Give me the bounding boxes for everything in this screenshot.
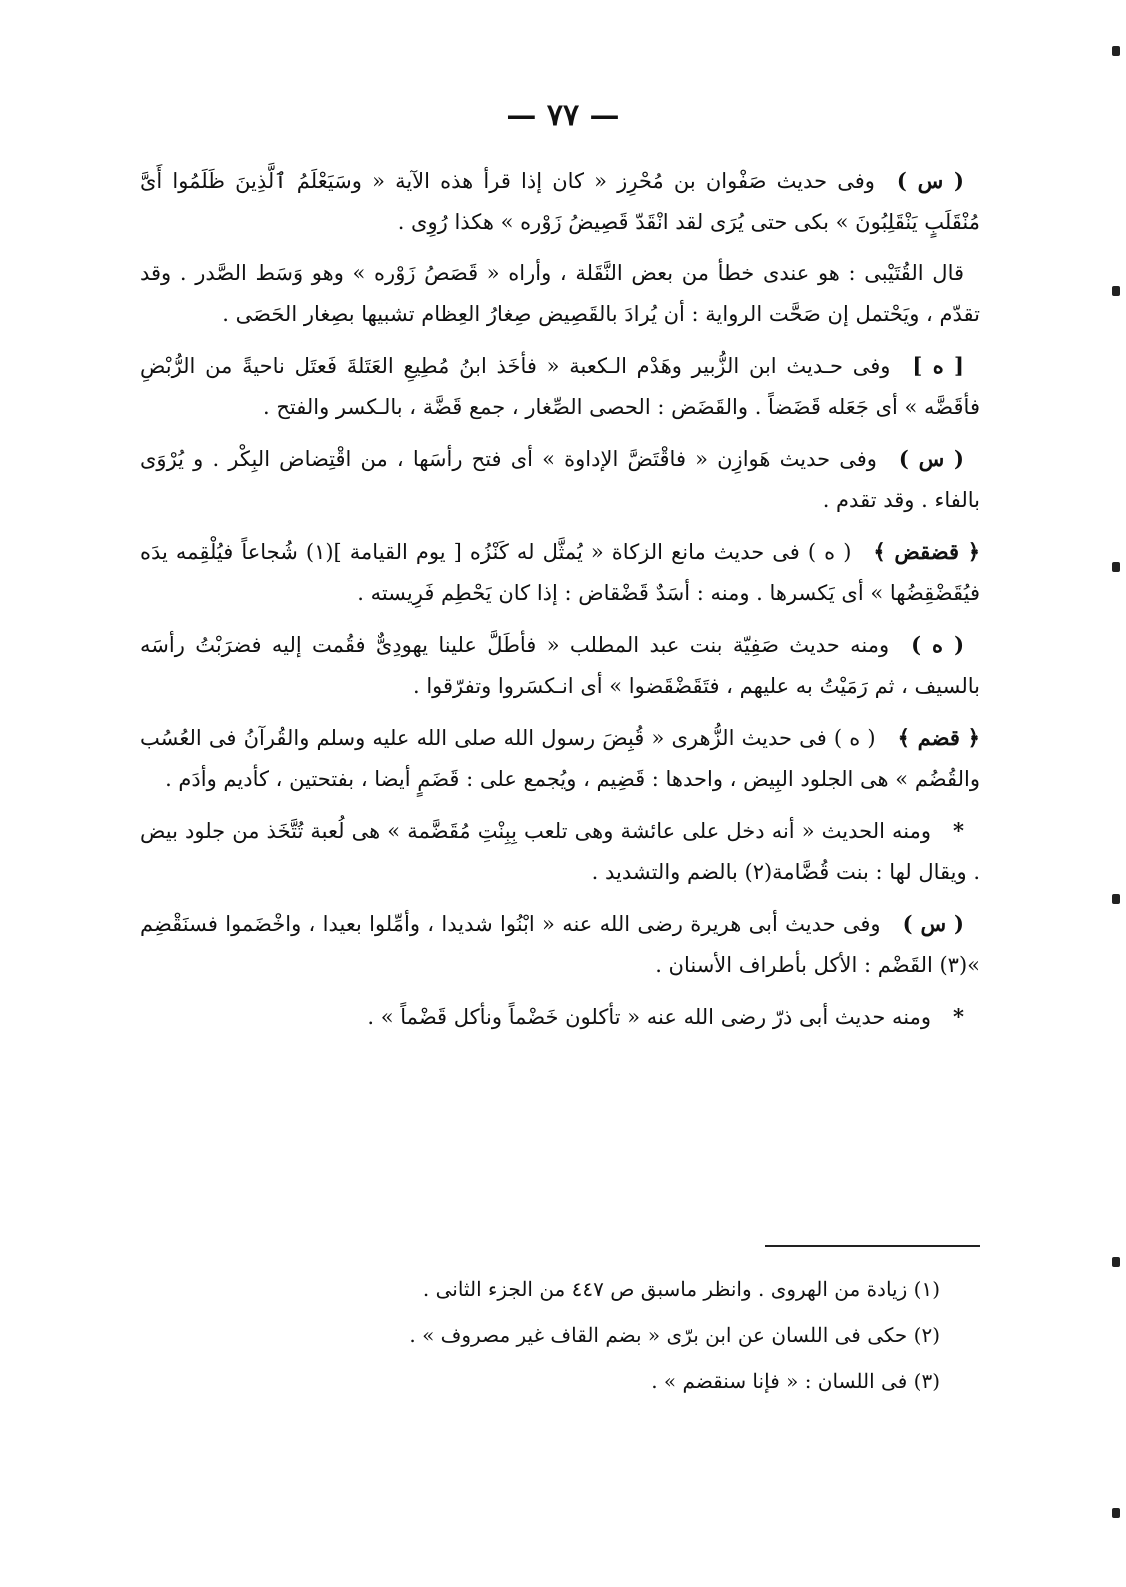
paragraph-marker: ( س ) [896, 168, 964, 193]
paragraph [140, 531, 980, 614]
paragraph [140, 438, 980, 521]
page-number: — ٧٧ — [506, 98, 620, 133]
paragraph-marker: ( س ) [902, 911, 964, 936]
paragraph-text: قال القُتَيْبى : هو عندى خطأ من بعض النَّقَلة ، وأراه « قَصَصُ زَوْره » وهو وَسَط الصَّدر . وقد تقدّم ، ويَحْتمل إن صَحَّت الرواية : أن يُرادَ بالقَصِيض صِغارُ العِظام تشبيها بصِغار الحَصَى . [140, 261, 980, 326]
paragraph-text: ( ه ) فى حديث الزُّهرى « قُبِضَ رسول الله صلى الله عليه وسلم والقُرآنُ فى العُسُب والقُضُم » هى الجلود البِيض ، واحدها : قَضِيم ، ويُجمع على : قَضَمٍ أيضا ، بفتحتين ، كأديم وأدَم . [140, 726, 980, 791]
paragraph-text: وفى حديث صَفْوان بن مُحْرِز « كان إذا قرأ هذه الآية « وسَيَعْلَمُ ٱلَّذِينَ ظَلَمُوا أَىَّ مُنْقَلَبٍ يَنْقَلِبُونَ » بكى حتى يُرَى لقد انْقَدّ قَصِيضُ زَوْره » هكذا رُوِى . [140, 169, 980, 234]
paragraph-text: ومنه الحديث « أنه دخل على عائشة وهى تلعب بِبِنْتِ مُقَضَّمة » هى لُعبة تُتَّخَذ من جلود بيض . ويقال لها : بنت قُضَّامة(٢) بالضم والتشديد . [140, 819, 980, 884]
footnote: (٣) فى اللسان : « فإنا سنقضم » . [651, 1369, 940, 1393]
entry-heading: ﴿ قضقض ﴾ [873, 539, 980, 564]
scan-edge-mark [1112, 1257, 1120, 1267]
paragraph-text: ( ه ) فى حديث مانع الزكاة « يُمثَّل له كَنْزُه [ يوم القيامة ](١) شُجاعاً فيُلْقِمه يدَه فيُقَضْقِضُها » أى يَكسرها . ومنه : أسَدٌ قَضْقاض : إذا كان يَحْطِم فَرِيسته . [140, 540, 980, 605]
paragraph [140, 624, 980, 707]
paragraph [140, 810, 980, 893]
paragraph-marker: * [953, 818, 964, 843]
paragraph [140, 345, 980, 428]
footnote: (٢) حكى فى اللسان عن ابن برّى « بضم القاف غير مصروف » . [409, 1323, 940, 1347]
entry-heading: ﴿ قضم ﴾ [897, 725, 980, 750]
footnote-divider [765, 1245, 980, 1247]
paragraph-text: وفى حديث أبى هريرة رضى الله عنه « ابْنُوا شديدا ، وأمِّلوا بعيدا ، واخْضَموا فسنَقْضِم »(٣) القَضْم : الأكل بأطراف الأسنان . [140, 912, 980, 977]
paragraph-text: وفى حديث هَوازِن « فاقْتَضَّ الإداوة » أى فتح رأسَها ، من اقْتِضاض البِكْر . و يُرْوَى بالفاء . وقد تقدم . [140, 447, 980, 512]
paragraph-text: وفى حـديث ابن الزُّبير وهَدْم الـكعبة « فأخَذ ابنُ مُطِيعِ العَتَلةَ فَعتَل ناحيةً من الرُّبْضِ فأقَضَّه » أى جَعَله قَضَضاً . والقَضَض : الحصى الصِّغار ، جمع قَضَّة ، بالـكسر والفتح . [140, 354, 980, 419]
scan-edge-mark [1112, 562, 1120, 572]
paragraph-text: ومنه حديث أبى ذرّ رضى الله عنه « تأكلون خَضْماً ونأكل قَضْماً » . [367, 1005, 932, 1029]
paragraph [140, 253, 980, 335]
paragraph [140, 996, 980, 1038]
footnote: (١) زيادة من الهروى . وانظر ماسبق ص ٤٤٧ من الجزء الثانى . [422, 1277, 940, 1301]
paragraph [140, 903, 980, 986]
paragraph [140, 160, 980, 243]
footnotes [140, 1270, 940, 1408]
paragraph-text: ومنه حديث صَفِيّة بنت عبد المطلب « فأطَلَّ علينا يهودِىٌّ فقُمت إليه فضرَبْتُ رأسَه بالسيف ، ثم رَمَيْتُ به عليهم ، فتَقَضْقَضوا » أى انـكسَروا وتفرّقوا . [140, 633, 980, 698]
paragraph-marker: [ ه ] [912, 353, 964, 378]
scan-edge-mark [1112, 1508, 1120, 1518]
paragraph-marker: * [953, 1004, 964, 1029]
paragraph-marker: ( س ) [898, 446, 964, 471]
scan-edge-mark [1112, 46, 1120, 56]
main-text [140, 160, 980, 1042]
scan-edge-mark [1112, 286, 1120, 296]
scan-edge-mark [1112, 894, 1120, 904]
paragraph-marker: ( ه ) [911, 632, 965, 657]
paragraph [140, 717, 980, 800]
